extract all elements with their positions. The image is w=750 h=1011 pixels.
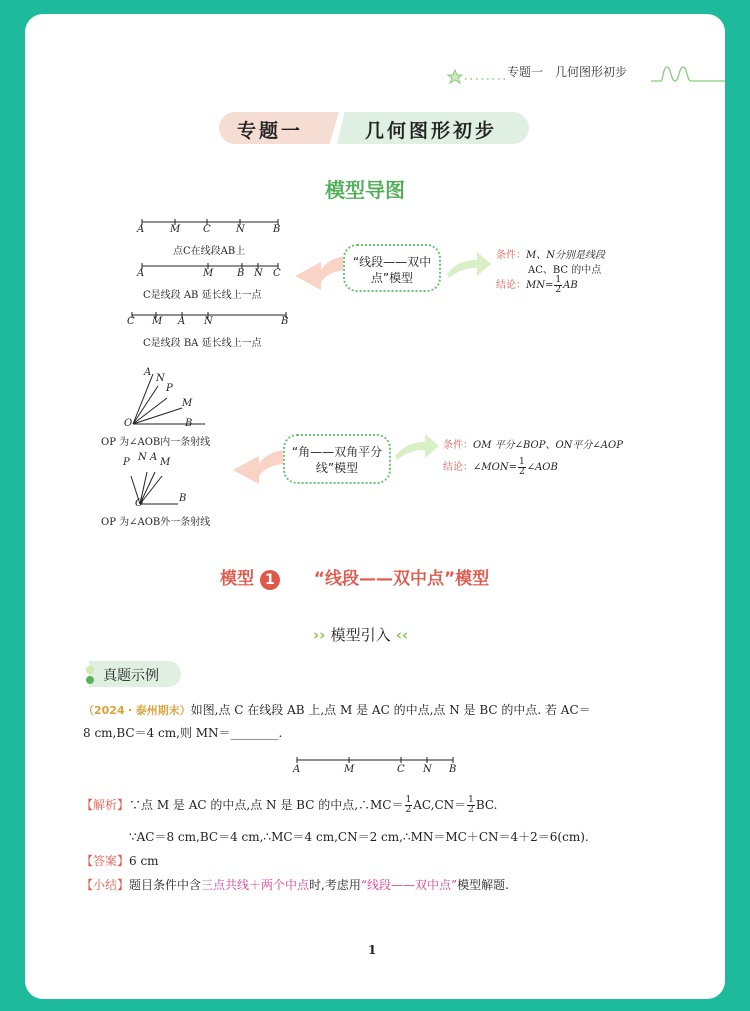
problem-text1: 如图,点 C 在线段 AB 上,点 M 是 AC 的中点,点 N 是 BC 的中点. 若 AC＝ xyxy=(190,703,591,717)
ang-d2-label-a: A xyxy=(150,452,158,463)
ang-d2-label-m: M xyxy=(160,457,171,468)
ang-d1-caption: OP 为∠AOB内一条射线 xyxy=(101,437,211,448)
problem-line2: 8 cm,BC＝4 cm,则 MN＝________. xyxy=(83,726,283,740)
angle-frac-num: 1 xyxy=(518,457,525,467)
segment-cond-val2: AC、BC 的中点 xyxy=(528,265,602,276)
model1-number-badge: 1 xyxy=(260,570,280,590)
angle-concl-key: 结论： xyxy=(443,462,473,473)
angle-concl-post: ∠AOB xyxy=(526,462,558,473)
solution-l1-mid: AC,CN＝ xyxy=(413,798,467,812)
solution-frac1-num: 1 xyxy=(405,795,412,805)
segment-diagrams xyxy=(130,214,310,354)
fig-label-b: B xyxy=(449,764,457,775)
seg-d1-label-n: N xyxy=(236,224,245,235)
seg-d2-label-b: B xyxy=(237,268,245,279)
solution-l1-pre: ∵点 M 是 AC 的中点,点 N 是 BC 的中点,∴MC＝ xyxy=(129,798,404,812)
mindmap-title: 模型导图 xyxy=(325,178,405,202)
model1-prefix: 模型 xyxy=(220,569,254,589)
angle-cond-key: 条件： xyxy=(443,440,473,451)
ang-d1-label-n: N xyxy=(156,373,165,384)
ang-d1-label-m: M xyxy=(182,398,193,409)
seg-d2-label-c: C xyxy=(273,268,281,279)
seg-d1-label-a: A xyxy=(137,224,145,235)
intro-heading xyxy=(313,624,408,645)
segment-model-box xyxy=(343,244,441,292)
ang-d2-label-p: P xyxy=(123,457,130,468)
seg-d2-label-a: A xyxy=(137,268,145,279)
answer-line xyxy=(81,850,159,872)
seg-d1-label-m: M xyxy=(170,224,181,235)
summary-hl1: 三点共线＋两个中点 xyxy=(201,878,310,892)
angle-fraction xyxy=(518,458,526,477)
intro-left-mark: ›› xyxy=(313,626,326,644)
arrow-right-icon xyxy=(393,430,441,466)
fig-label-c: C xyxy=(397,764,405,775)
summary-pre: 题目条件中含 xyxy=(129,878,202,892)
seg-d3-label-b: B xyxy=(281,316,289,327)
title-left: 专题一 xyxy=(237,120,304,142)
seg-d3-caption: C是线段 BA 延长线上一点 xyxy=(143,338,262,349)
ang-d1-label-o: O xyxy=(124,418,133,429)
ang-d2-label-o: O xyxy=(135,498,144,509)
page-number: 1 xyxy=(368,943,377,957)
angle-concl-pre: ∠MON= xyxy=(473,462,517,473)
solution-frac2-den: 2 xyxy=(468,805,474,815)
ang-d2-caption: OP 为∠AOB外一条射线 xyxy=(101,517,211,528)
answer-value: 6 cm xyxy=(129,854,159,868)
answer-key: 【答案】 xyxy=(81,854,130,868)
angle-model-label: “角——双角平分线”模型 xyxy=(291,445,383,475)
solution-frac-2 xyxy=(467,796,475,815)
segment-condition xyxy=(496,246,605,261)
problem-source: （2024・泰州期末） xyxy=(83,704,191,717)
fig-label-a: A xyxy=(293,764,301,775)
seg-d2-caption: C是线段 AB 延长线上一点 xyxy=(143,290,262,301)
angle-condition xyxy=(443,436,623,451)
summary-line xyxy=(81,874,701,896)
segment-cond-val1: M、N分别是线段 xyxy=(526,250,605,261)
intro-right-mark: ‹‹ xyxy=(395,626,409,644)
title-right: 几何图形初步 xyxy=(365,120,498,142)
page xyxy=(25,14,725,999)
problem-figure xyxy=(293,754,463,770)
intro-text: 模型引入 xyxy=(330,626,391,644)
summary-hl2: “线段——双中点” xyxy=(360,878,458,892)
solution-line1 xyxy=(81,794,701,816)
segment-concl-post: AB xyxy=(563,280,578,291)
model1-name: “线段——双中点”模型 xyxy=(313,569,490,589)
header-topic: 专题一 xyxy=(507,65,544,79)
ang-d1-label-b: B xyxy=(185,418,193,429)
arrow-left-icon xyxy=(231,440,291,488)
segment-frac-den: 2 xyxy=(555,285,562,295)
summary-post: 模型解题. xyxy=(457,878,509,892)
angle-conclusion xyxy=(443,458,558,477)
solution-key: 【解析】 xyxy=(81,798,130,812)
summary-key: 【小结】 xyxy=(81,878,130,892)
seg-d2-label-n: N xyxy=(254,268,263,279)
ang-d1-label-a: A xyxy=(144,367,152,378)
segment-conclusion xyxy=(496,276,578,295)
tag-label: 真题示例 xyxy=(103,668,159,684)
model1-heading xyxy=(220,564,489,590)
segment-fraction xyxy=(554,276,562,295)
fig-label-m: M xyxy=(344,764,355,775)
angle-model-box xyxy=(283,434,391,484)
solution-frac1-den: 2 xyxy=(405,805,412,815)
angle-cond-val: OM 平分∠BOP、ON平分∠AOP xyxy=(473,440,623,451)
arrow-right-icon xyxy=(445,248,493,284)
seg-d2-label-m: M xyxy=(203,268,214,279)
ang-d2-label-b: B xyxy=(179,493,187,504)
segment-concl-key: 结论： xyxy=(496,280,526,291)
solution-line2: ∵AC＝8 cm,BC＝4 cm,∴MC＝4 cm,CN＝2 cm,∴MN＝MC＋CN＝4＋2＝6(cm). xyxy=(129,830,589,844)
header-topic-name: 几何图形初步 xyxy=(555,65,628,79)
segment-concl-pre: MN= xyxy=(526,280,554,291)
seg-d1-label-c: C xyxy=(203,224,211,235)
seg-d3-label-n: N xyxy=(204,316,213,327)
tag-dots-icon xyxy=(83,662,99,688)
seg-d3-label-m: M xyxy=(152,316,163,327)
problem-line1 xyxy=(83,699,683,722)
segment-frac-num: 1 xyxy=(555,275,562,285)
solution-frac-1 xyxy=(405,796,413,815)
segment-model-label: “线段——双中点”模型 xyxy=(352,255,432,285)
seg-d1-label-b: B xyxy=(273,224,281,235)
seg-d3-label-c: C xyxy=(127,316,135,327)
ang-d2-label-n: N xyxy=(138,452,147,463)
solution-l1-post: BC. xyxy=(475,798,498,812)
angle-frac-den: 2 xyxy=(518,467,525,477)
seg-d1-caption: 点C在线段AB上 xyxy=(173,246,246,257)
ang-d1-label-p: P xyxy=(166,383,173,394)
solution-frac2-num: 1 xyxy=(468,795,474,805)
summary-mid: 时,考虑用 xyxy=(309,878,361,892)
fig-label-n: N xyxy=(423,764,432,775)
seg-d3-label-a: A xyxy=(178,316,186,327)
segment-cond-key: 条件： xyxy=(496,250,526,261)
